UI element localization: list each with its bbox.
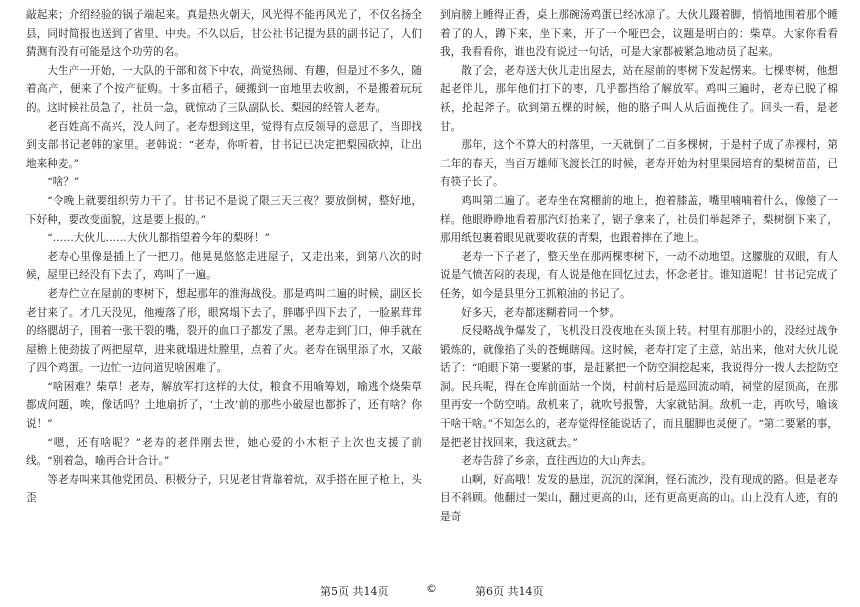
- text-paragraph: 等老寿叫来其他党团员、积极分子，只见老甘背靠着炕，双手搭在匣子枪上，头歪: [26, 473, 422, 505]
- text-paragraph: 好多天，老寿都迷糊着同一个梦。: [461, 306, 621, 319]
- text-paragraph: “啥？”: [47, 176, 80, 189]
- text-paragraph: 山啊，好高哦！发发的悬崖，沉沉的深涧，怪石流沙，没有现成的路。但是老寿目不斜顾。他翻过一架山，翻过更高的山，还有更高更高的山。山上没有人迹，有的是奇: [440, 473, 838, 524]
- text-paragraph: 老寿告辞了乡亲，直往西边的大山奔去。: [461, 455, 652, 468]
- page-number-left: 第5页 共14页: [320, 585, 389, 598]
- text-paragraph: 鸡叫第二遍了。老寿坐在窝棚前的地上，抱着膝盖，嘴里喃喃着什么，像傻了一样。他眼睁睁地看着那汽灯抬来了，锯子拿来了，社员们举起斧子，梨树倒下来了，那用纸包裹着眼见就要收获的青梨，也跟着摔在了地上。: [440, 194, 838, 245]
- text-paragraph: 敲起来；介绍经验的锅子端起来。真是热火朝天，风光得不能再风光了，不仅名扬全县，同时简报也送到了省里、中央。不久以后，甘公社书记提为县的副书记了，人们猜测有没有可能是这个功劳的名。: [26, 9, 422, 59]
- text-paragraph: “嗯，还有啥呢？”老寿的老伴刚去世，她心爱的小木柜子上次也支援了前线。“别着急，喻再合计合计。”: [26, 436, 422, 468]
- text-paragraph: “……大伙儿……大伙儿都指望着今年的梨呀！”: [47, 232, 270, 245]
- text-paragraph: 老百姓高不高兴，没人问了。老寿想到这里，觉得有点反领导的意思了，当即找到支部书记老韩的家里。老韩说：“老寿，你听着，甘书记已决定把梨园砍掉，让出地来种麦。”: [26, 120, 422, 170]
- text-paragraph: 老寿一下子老了，整天坐在那两棵枣树下，一动不动地望。这朦胧的双眼，有人说是气愤苦闷的表现，有人说是他在回忆过去，怀念老甘。谁知道呢！甘书记完成了任务，如今是县里分工抓粮油的书记了。: [440, 250, 838, 300]
- text-paragraph: “啥困难？柴草！老寿，解放军打这样的大仗，粮食不用喻筹划，喻逃个烧柴草都成问题，唉，像话吗？土地扇折了，‘土改’前的那些小破屋也都拆了，还有啥？你说！”: [26, 380, 422, 431]
- text-paragraph: 那年，这个不算大的村落里，一天就倒了二百多棵树，于是村子成了赤裸村，第二年的春天，当百万雄师飞渡长江的时候，老寿开始为村里果园培育的梨树苗苗，已有筷子长了。: [440, 139, 838, 189]
- text-paragraph: 到肩膀上睡得正香，桌上那碗汤鸡蛋已经冰凉了。大伙儿蹑着脚，悄悄地围着那个睡着了的人，蹲下来，坐下来，开了一个哑巴会，议题是明白的：柴草。大家你看看我，我看看你，谁也没有说过一句话，可是大家都被紧急地动员了起来。: [440, 9, 838, 59]
- text-paragraph: 老寿心里像是插上了一把刀。他晃晃悠悠走进屋子，又走出来，到第八次的时候，屋里已经没有下去了，鸡叫了一遍。: [26, 250, 422, 282]
- text-paragraph: 老寿伫立在屋前的枣树下，想起那年的淮海战役。那是鸡叫二遍的时候，副区长老甘来了。才几天没见，他瘦落了形，眼窝塌下去了，胖嘟乎四下去了，一脸累茸茸的络腮胡子，围着一张干裂的嘴，裂开的血口子都发了黑。老寿走到门口，伸手就在屋檐上使劲拔了两把屋草，进来就塌进灶膛里，点着了火。老寿在锅里添了水，又敲了四个鸡蛋。一边忙一边问道児啥困难了。: [26, 287, 422, 375]
- text-paragraph: 散了会，老寿送大伙儿走出屋去，站在屋前的枣树下发起愣来。七棵枣树，他想起老伴儿，那年他们打下的枣，几乎都挡给了解放军。鸡叫三遍时，老寿已脱了棉袄，抡起斧子。砍到第五棵的时候，他的胳子叫人从后面挽住了。回头一看，是老甘。: [440, 64, 838, 133]
- text-paragraph: 反侵略战争爆发了，飞机没日没夜地在头顶上转。村里有那胆小的，没经过战争锻炼的，就像掐了头的苍蝇瞎闯。这时候，老寿打定了主意，站出来，他对大伙儿说话了：“咱眼下第一要紧的事，是赶紧把一个防空洞挖起来，我说得分一拨人去挖防空洞。民兵呢，得在仓库前面站一个岗，村前村后是巡回流动哨，祠堂的屋顶高，在那里再安一个防空哨。敌机来了，就吹号报警，大家就钻洞。敌机一走，再吹号，喻该干啥干啥。”不知怎么的，老寿觉得怪能说话了，而且腿脚也灵便了。“第二要紧的事，是把老甘找回来，我这就去。”: [440, 325, 838, 449]
- left-page-column: [26, 0, 422, 508]
- page-number-right: 第6页 共14页: [475, 585, 544, 598]
- right-page-column: [440, 0, 838, 527]
- copyright-symbol: ©: [426, 582, 437, 595]
- text-paragraph: “令晚上就要组织劳力干了。甘书记不是说了限三天三夜？要放倒树，整好地，下好种，要改变面貌，这是要上报的。”: [26, 194, 422, 226]
- text-paragraph: 大生产一开始，一大队的干部和贫下中农，尚觉热闹、有趣，但是过不多久，随着高产，便来了个按产征购。十多亩稻子，硬搬到一亩地里去收割，不是搬着玩玩的。这时候社员急了，社员一急，就惊动了三队副队长、梨园的经管人老寿。: [26, 64, 422, 114]
